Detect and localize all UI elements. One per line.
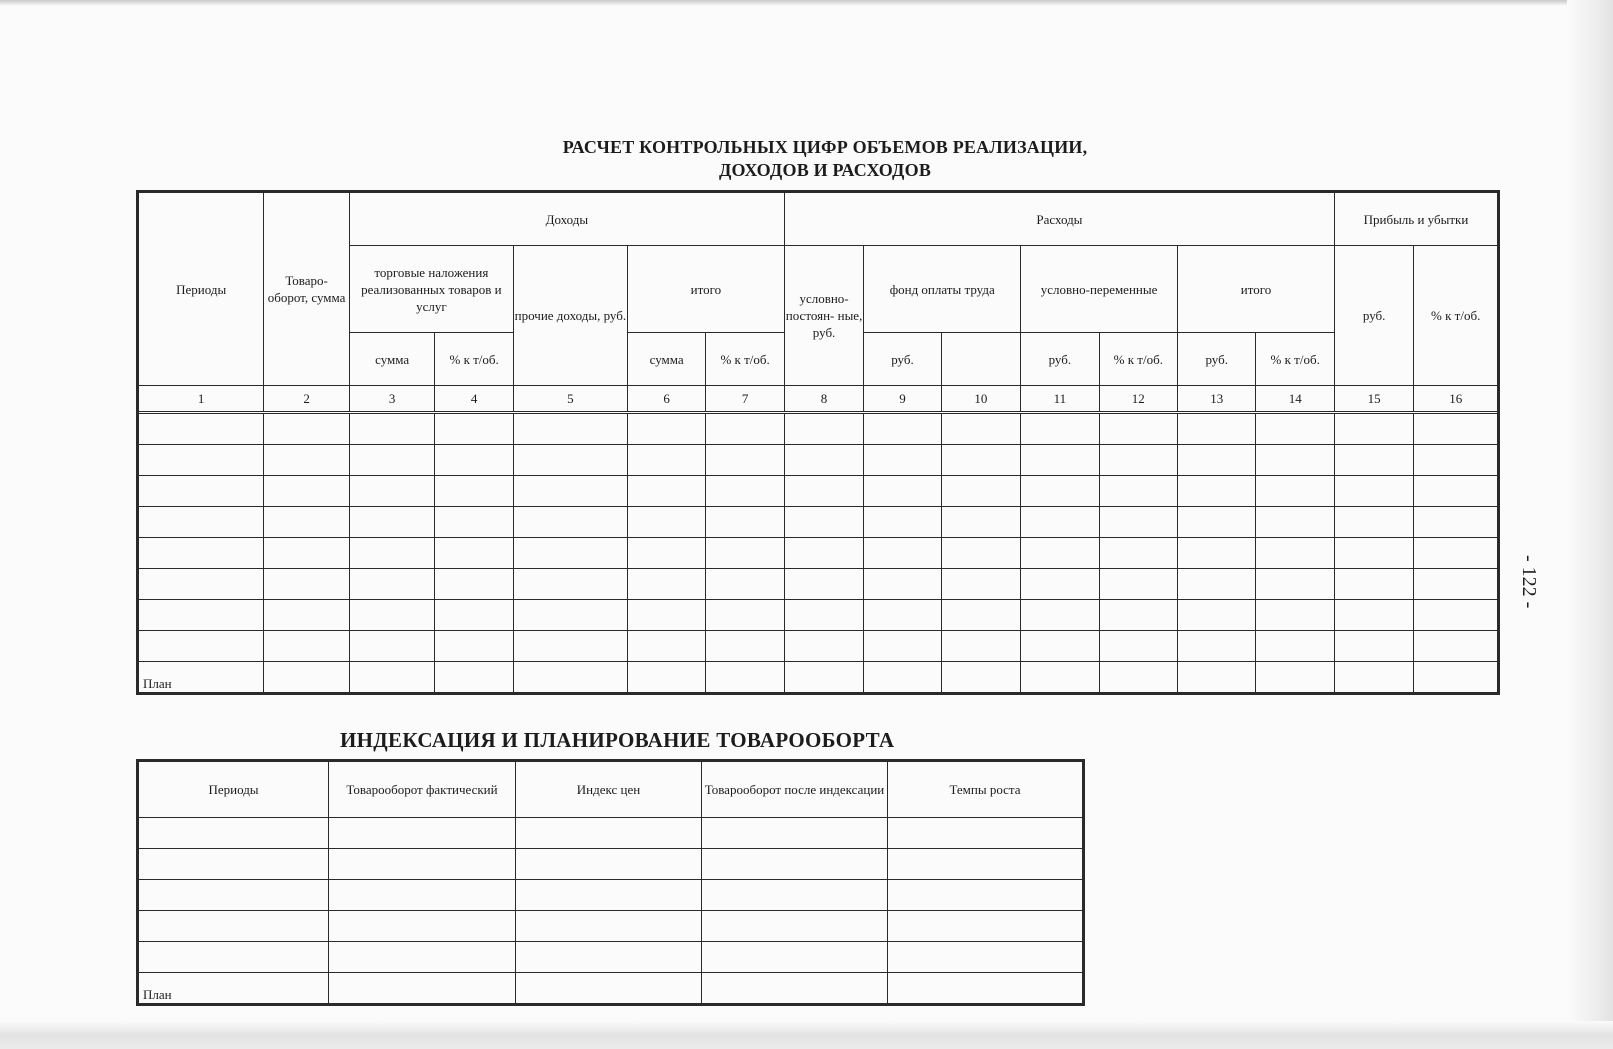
column-number: 11 xyxy=(1021,386,1099,413)
empty-cell[interactable] xyxy=(1178,445,1256,476)
header-payroll-rub: руб. xyxy=(864,333,941,386)
empty-cell[interactable] xyxy=(516,849,702,880)
empty-cell[interactable] xyxy=(1414,538,1498,569)
empty-cell[interactable] xyxy=(784,507,863,538)
empty-cell[interactable] xyxy=(1099,507,1177,538)
empty-cell[interactable] xyxy=(349,631,435,662)
table-row xyxy=(139,942,1083,973)
empty-cell[interactable] xyxy=(139,413,264,445)
empty-cell[interactable] xyxy=(1334,600,1413,631)
empty-cell[interactable] xyxy=(941,600,1020,631)
empty-cell[interactable] xyxy=(264,507,350,538)
empty-cell[interactable] xyxy=(627,507,705,538)
calc-form-title xyxy=(0,136,1613,182)
column-number: 2 xyxy=(264,386,350,413)
empty-cell[interactable] xyxy=(349,413,435,445)
empty-cell[interactable] xyxy=(1021,507,1099,538)
empty-cell[interactable] xyxy=(864,538,941,569)
empty-cell[interactable] xyxy=(784,476,863,507)
header-markup-pct: % к т/об. xyxy=(435,333,513,386)
empty-cell[interactable] xyxy=(784,538,863,569)
empty-cell[interactable] xyxy=(139,476,264,507)
table-row xyxy=(139,600,1498,631)
empty-cell[interactable] xyxy=(941,507,1020,538)
empty-cell[interactable] xyxy=(1021,445,1099,476)
empty-cell[interactable] xyxy=(1256,631,1334,662)
empty-cell[interactable] xyxy=(1099,569,1177,600)
header-income-total-pct: % к т/об. xyxy=(706,333,784,386)
empty-cell[interactable] xyxy=(1414,569,1498,600)
empty-cell[interactable] xyxy=(1334,413,1413,445)
empty-cell[interactable] xyxy=(349,507,435,538)
plan-label: План xyxy=(139,662,264,693)
header-trade-markup: торговые наложения реализованных товаров и услуг xyxy=(349,246,513,333)
header-periods: Периоды xyxy=(139,193,264,386)
empty-cell[interactable] xyxy=(1099,476,1177,507)
empty-cell[interactable] xyxy=(1178,413,1256,445)
empty-cell[interactable] xyxy=(864,476,941,507)
empty-cell[interactable] xyxy=(513,476,627,507)
empty-cell[interactable] xyxy=(702,880,888,911)
empty-cell[interactable] xyxy=(329,942,516,973)
empty-cell[interactable] xyxy=(1334,538,1413,569)
scan-edge xyxy=(0,1021,1613,1049)
empty-cell[interactable] xyxy=(1334,476,1413,507)
empty-cell[interactable] xyxy=(941,476,1020,507)
column-number: 10 xyxy=(941,386,1020,413)
empty-cell[interactable] xyxy=(1414,476,1498,507)
column-number: 7 xyxy=(706,386,784,413)
header-payroll: фонд оплаты труда xyxy=(864,246,1021,333)
empty-cell[interactable] xyxy=(864,413,941,445)
header-payroll-blank xyxy=(941,333,1020,386)
empty-cell[interactable] xyxy=(513,413,627,445)
column-number: 14 xyxy=(1256,386,1334,413)
empty-cell[interactable] xyxy=(139,911,329,942)
empty-cell[interactable] xyxy=(1021,600,1099,631)
empty-cell[interactable] xyxy=(784,445,863,476)
table-row xyxy=(139,507,1498,538)
empty-cell[interactable] xyxy=(1414,445,1498,476)
empty-cell[interactable] xyxy=(1414,600,1498,631)
empty-cell[interactable] xyxy=(864,445,941,476)
empty-cell[interactable] xyxy=(1334,569,1413,600)
empty-cell[interactable] xyxy=(1178,538,1256,569)
empty-cell[interactable] xyxy=(1021,413,1099,445)
table-row xyxy=(139,538,1498,569)
empty-cell[interactable] xyxy=(516,818,702,849)
empty-cell[interactable] xyxy=(941,631,1020,662)
empty-cell[interactable] xyxy=(1256,445,1334,476)
column-number: 16 xyxy=(1414,386,1498,413)
empty-cell[interactable] xyxy=(1099,538,1177,569)
column-number: 8 xyxy=(784,386,863,413)
empty-cell[interactable] xyxy=(706,413,784,445)
empty-cell[interactable] xyxy=(706,538,784,569)
empty-cell[interactable] xyxy=(706,631,784,662)
page-number: - 122 - xyxy=(1518,555,1540,609)
empty-cell[interactable] xyxy=(264,569,350,600)
empty-cell[interactable] xyxy=(627,476,705,507)
empty-cell[interactable] xyxy=(864,600,941,631)
column-number: 12 xyxy=(1099,386,1177,413)
empty-cell[interactable] xyxy=(329,911,516,942)
table-row xyxy=(139,631,1498,662)
calc-table xyxy=(138,192,1498,693)
column-number: 1 xyxy=(139,386,264,413)
empty-cell[interactable] xyxy=(139,818,329,849)
header-cond-fixed: условно- постоян- ные, руб. xyxy=(784,246,863,386)
empty-cell[interactable] xyxy=(1256,413,1334,445)
empty-cell[interactable] xyxy=(888,911,1083,942)
header-markup-sum: сумма xyxy=(349,333,435,386)
empty-cell[interactable] xyxy=(139,880,329,911)
empty-cell[interactable] xyxy=(139,569,264,600)
empty-cell[interactable] xyxy=(1414,631,1498,662)
empty-cell[interactable] xyxy=(1099,413,1177,445)
empty-cell[interactable] xyxy=(864,569,941,600)
column-number-row xyxy=(139,386,1498,413)
empty-cell[interactable] xyxy=(139,631,264,662)
empty-cell[interactable] xyxy=(1414,507,1498,538)
header-income-total-sum: сумма xyxy=(627,333,705,386)
header-exp-total-pct: % к т/об. xyxy=(1256,333,1334,386)
empty-cell[interactable] xyxy=(1256,507,1334,538)
empty-cell[interactable] xyxy=(435,507,513,538)
empty-cell[interactable] xyxy=(888,942,1083,973)
column-number: 6 xyxy=(627,386,705,413)
index-header-price-index: Индекс цен xyxy=(516,762,702,818)
index-header-actual-turnover: Товарооборот фактический xyxy=(329,762,516,818)
empty-cell[interactable] xyxy=(888,880,1083,911)
empty-cell[interactable] xyxy=(1021,538,1099,569)
calc-form-title-line2: ДОХОДОВ И РАСХОДОВ xyxy=(718,160,932,180)
table-row xyxy=(139,911,1083,942)
empty-cell[interactable] xyxy=(349,476,435,507)
index-form-title: ИНДЕКСАЦИЯ И ПЛАНИРОВАНИЕ ТОВАРООБОРТА xyxy=(340,728,895,752)
empty-cell[interactable] xyxy=(264,600,350,631)
empty-cell[interactable] xyxy=(702,818,888,849)
empty-cell[interactable] xyxy=(627,600,705,631)
header-profit-pct: % к т/об. xyxy=(1414,246,1498,386)
empty-cell[interactable] xyxy=(349,600,435,631)
column-number: 13 xyxy=(1178,386,1256,413)
empty-cell[interactable] xyxy=(941,445,1020,476)
empty-cell[interactable] xyxy=(702,942,888,973)
header-variable-pct: % к т/об. xyxy=(1099,333,1177,386)
empty-cell[interactable] xyxy=(864,507,941,538)
empty-cell[interactable] xyxy=(1178,476,1256,507)
empty-cell[interactable] xyxy=(627,569,705,600)
plan-label: План xyxy=(139,973,329,1004)
empty-cell[interactable] xyxy=(435,476,513,507)
empty-cell[interactable] xyxy=(941,538,1020,569)
column-number: 15 xyxy=(1334,386,1413,413)
empty-cell[interactable] xyxy=(627,413,705,445)
empty-cell[interactable] xyxy=(435,569,513,600)
empty-cell[interactable] xyxy=(1334,507,1413,538)
empty-cell[interactable] xyxy=(264,538,350,569)
empty-cell[interactable] xyxy=(1021,476,1099,507)
empty-cell[interactable] xyxy=(1099,600,1177,631)
empty-cell[interactable] xyxy=(888,849,1083,880)
empty-cell[interactable] xyxy=(627,538,705,569)
empty-cell[interactable] xyxy=(513,507,627,538)
table-row xyxy=(139,849,1083,880)
empty-cell[interactable] xyxy=(435,445,513,476)
empty-cell[interactable] xyxy=(706,569,784,600)
empty-cell[interactable] xyxy=(139,507,264,538)
empty-cell[interactable] xyxy=(139,849,329,880)
empty-cell[interactable] xyxy=(329,818,516,849)
column-number: 9 xyxy=(864,386,941,413)
header-income: Доходы xyxy=(349,193,784,246)
empty-cell[interactable] xyxy=(435,413,513,445)
empty-cell[interactable] xyxy=(941,569,1020,600)
empty-cell[interactable] xyxy=(435,538,513,569)
empty-cell[interactable] xyxy=(784,413,863,445)
empty-cell[interactable] xyxy=(784,569,863,600)
empty-cell[interactable] xyxy=(349,569,435,600)
scan-edge xyxy=(0,0,1613,6)
index-header-growth-rate: Темпы роста xyxy=(888,762,1083,818)
empty-cell[interactable] xyxy=(1414,413,1498,445)
table-row xyxy=(139,818,1083,849)
header-other-income: прочие доходы, руб. xyxy=(513,246,627,386)
header-expenses-total: итого xyxy=(1178,246,1335,333)
empty-cell[interactable] xyxy=(1334,631,1413,662)
empty-cell[interactable] xyxy=(1021,569,1099,600)
header-exp-total-rub: руб. xyxy=(1178,333,1256,386)
header-profit: Прибыль и убытки xyxy=(1334,193,1497,246)
table-row xyxy=(139,445,1498,476)
empty-cell[interactable] xyxy=(516,911,702,942)
empty-cell[interactable] xyxy=(1021,631,1099,662)
empty-cell[interactable] xyxy=(264,445,350,476)
empty-cell[interactable] xyxy=(1334,445,1413,476)
empty-cell[interactable] xyxy=(784,600,863,631)
empty-cell[interactable] xyxy=(516,942,702,973)
empty-cell[interactable] xyxy=(1178,569,1256,600)
empty-cell[interactable] xyxy=(1256,569,1334,600)
empty-cell[interactable] xyxy=(329,880,516,911)
calc-form-title-line1: РАСЧЕТ КОНТРОЛЬНЫХ ЦИФР ОБЪЕМОВ РЕАЛИЗАЦИИ, xyxy=(562,137,1088,157)
empty-cell[interactable] xyxy=(139,942,329,973)
empty-cell[interactable] xyxy=(627,631,705,662)
empty-cell[interactable] xyxy=(435,631,513,662)
plan-row xyxy=(139,662,1498,693)
empty-cell[interactable] xyxy=(627,445,705,476)
table-row xyxy=(139,476,1498,507)
empty-cell[interactable] xyxy=(1178,507,1256,538)
empty-cell[interactable] xyxy=(139,600,264,631)
index-header-periods: Периоды xyxy=(139,762,329,818)
empty-cell[interactable] xyxy=(516,880,702,911)
empty-cell[interactable] xyxy=(888,818,1083,849)
column-number: 5 xyxy=(513,386,627,413)
empty-cell[interactable] xyxy=(329,849,516,880)
empty-cell[interactable] xyxy=(513,631,627,662)
empty-cell[interactable] xyxy=(706,600,784,631)
empty-cell[interactable] xyxy=(864,631,941,662)
empty-cell[interactable] xyxy=(513,569,627,600)
empty-cell[interactable] xyxy=(435,600,513,631)
empty-cell[interactable] xyxy=(1099,445,1177,476)
table-row xyxy=(139,413,1498,445)
column-number: 3 xyxy=(349,386,435,413)
empty-cell[interactable] xyxy=(784,631,863,662)
column-number: 4 xyxy=(435,386,513,413)
empty-cell[interactable] xyxy=(264,476,350,507)
table-row xyxy=(139,880,1083,911)
header-expenses: Расходы xyxy=(784,193,1334,246)
empty-cell[interactable] xyxy=(702,911,888,942)
empty-cell[interactable] xyxy=(706,476,784,507)
header-variable-rub: руб. xyxy=(1021,333,1099,386)
header-cond-variable: условно-переменные xyxy=(1021,246,1178,333)
empty-cell[interactable] xyxy=(139,445,264,476)
empty-cell[interactable] xyxy=(1256,538,1334,569)
empty-cell[interactable] xyxy=(349,538,435,569)
empty-cell[interactable] xyxy=(349,445,435,476)
empty-cell[interactable] xyxy=(1256,476,1334,507)
empty-cell[interactable] xyxy=(264,413,350,445)
empty-cell[interactable] xyxy=(941,413,1020,445)
empty-cell[interactable] xyxy=(1099,631,1177,662)
empty-cell[interactable] xyxy=(513,538,627,569)
empty-cell[interactable] xyxy=(702,849,888,880)
empty-cell[interactable] xyxy=(1178,631,1256,662)
index-header-indexed-turnover: Товарооборот после индексации xyxy=(702,762,888,818)
empty-cell[interactable] xyxy=(1178,600,1256,631)
table-row xyxy=(139,569,1498,600)
empty-cell[interactable] xyxy=(513,600,627,631)
empty-cell[interactable] xyxy=(706,507,784,538)
index-table xyxy=(138,761,1083,1004)
header-income-total: итого xyxy=(627,246,784,333)
header-turnover: Товаро- оборот, сумма xyxy=(264,193,350,386)
empty-cell[interactable] xyxy=(139,538,264,569)
empty-cell[interactable] xyxy=(513,445,627,476)
header-profit-rub: руб. xyxy=(1334,246,1413,386)
plan-row xyxy=(139,973,1083,1004)
empty-cell[interactable] xyxy=(706,445,784,476)
empty-cell[interactable] xyxy=(1256,600,1334,631)
empty-cell[interactable] xyxy=(264,631,350,662)
